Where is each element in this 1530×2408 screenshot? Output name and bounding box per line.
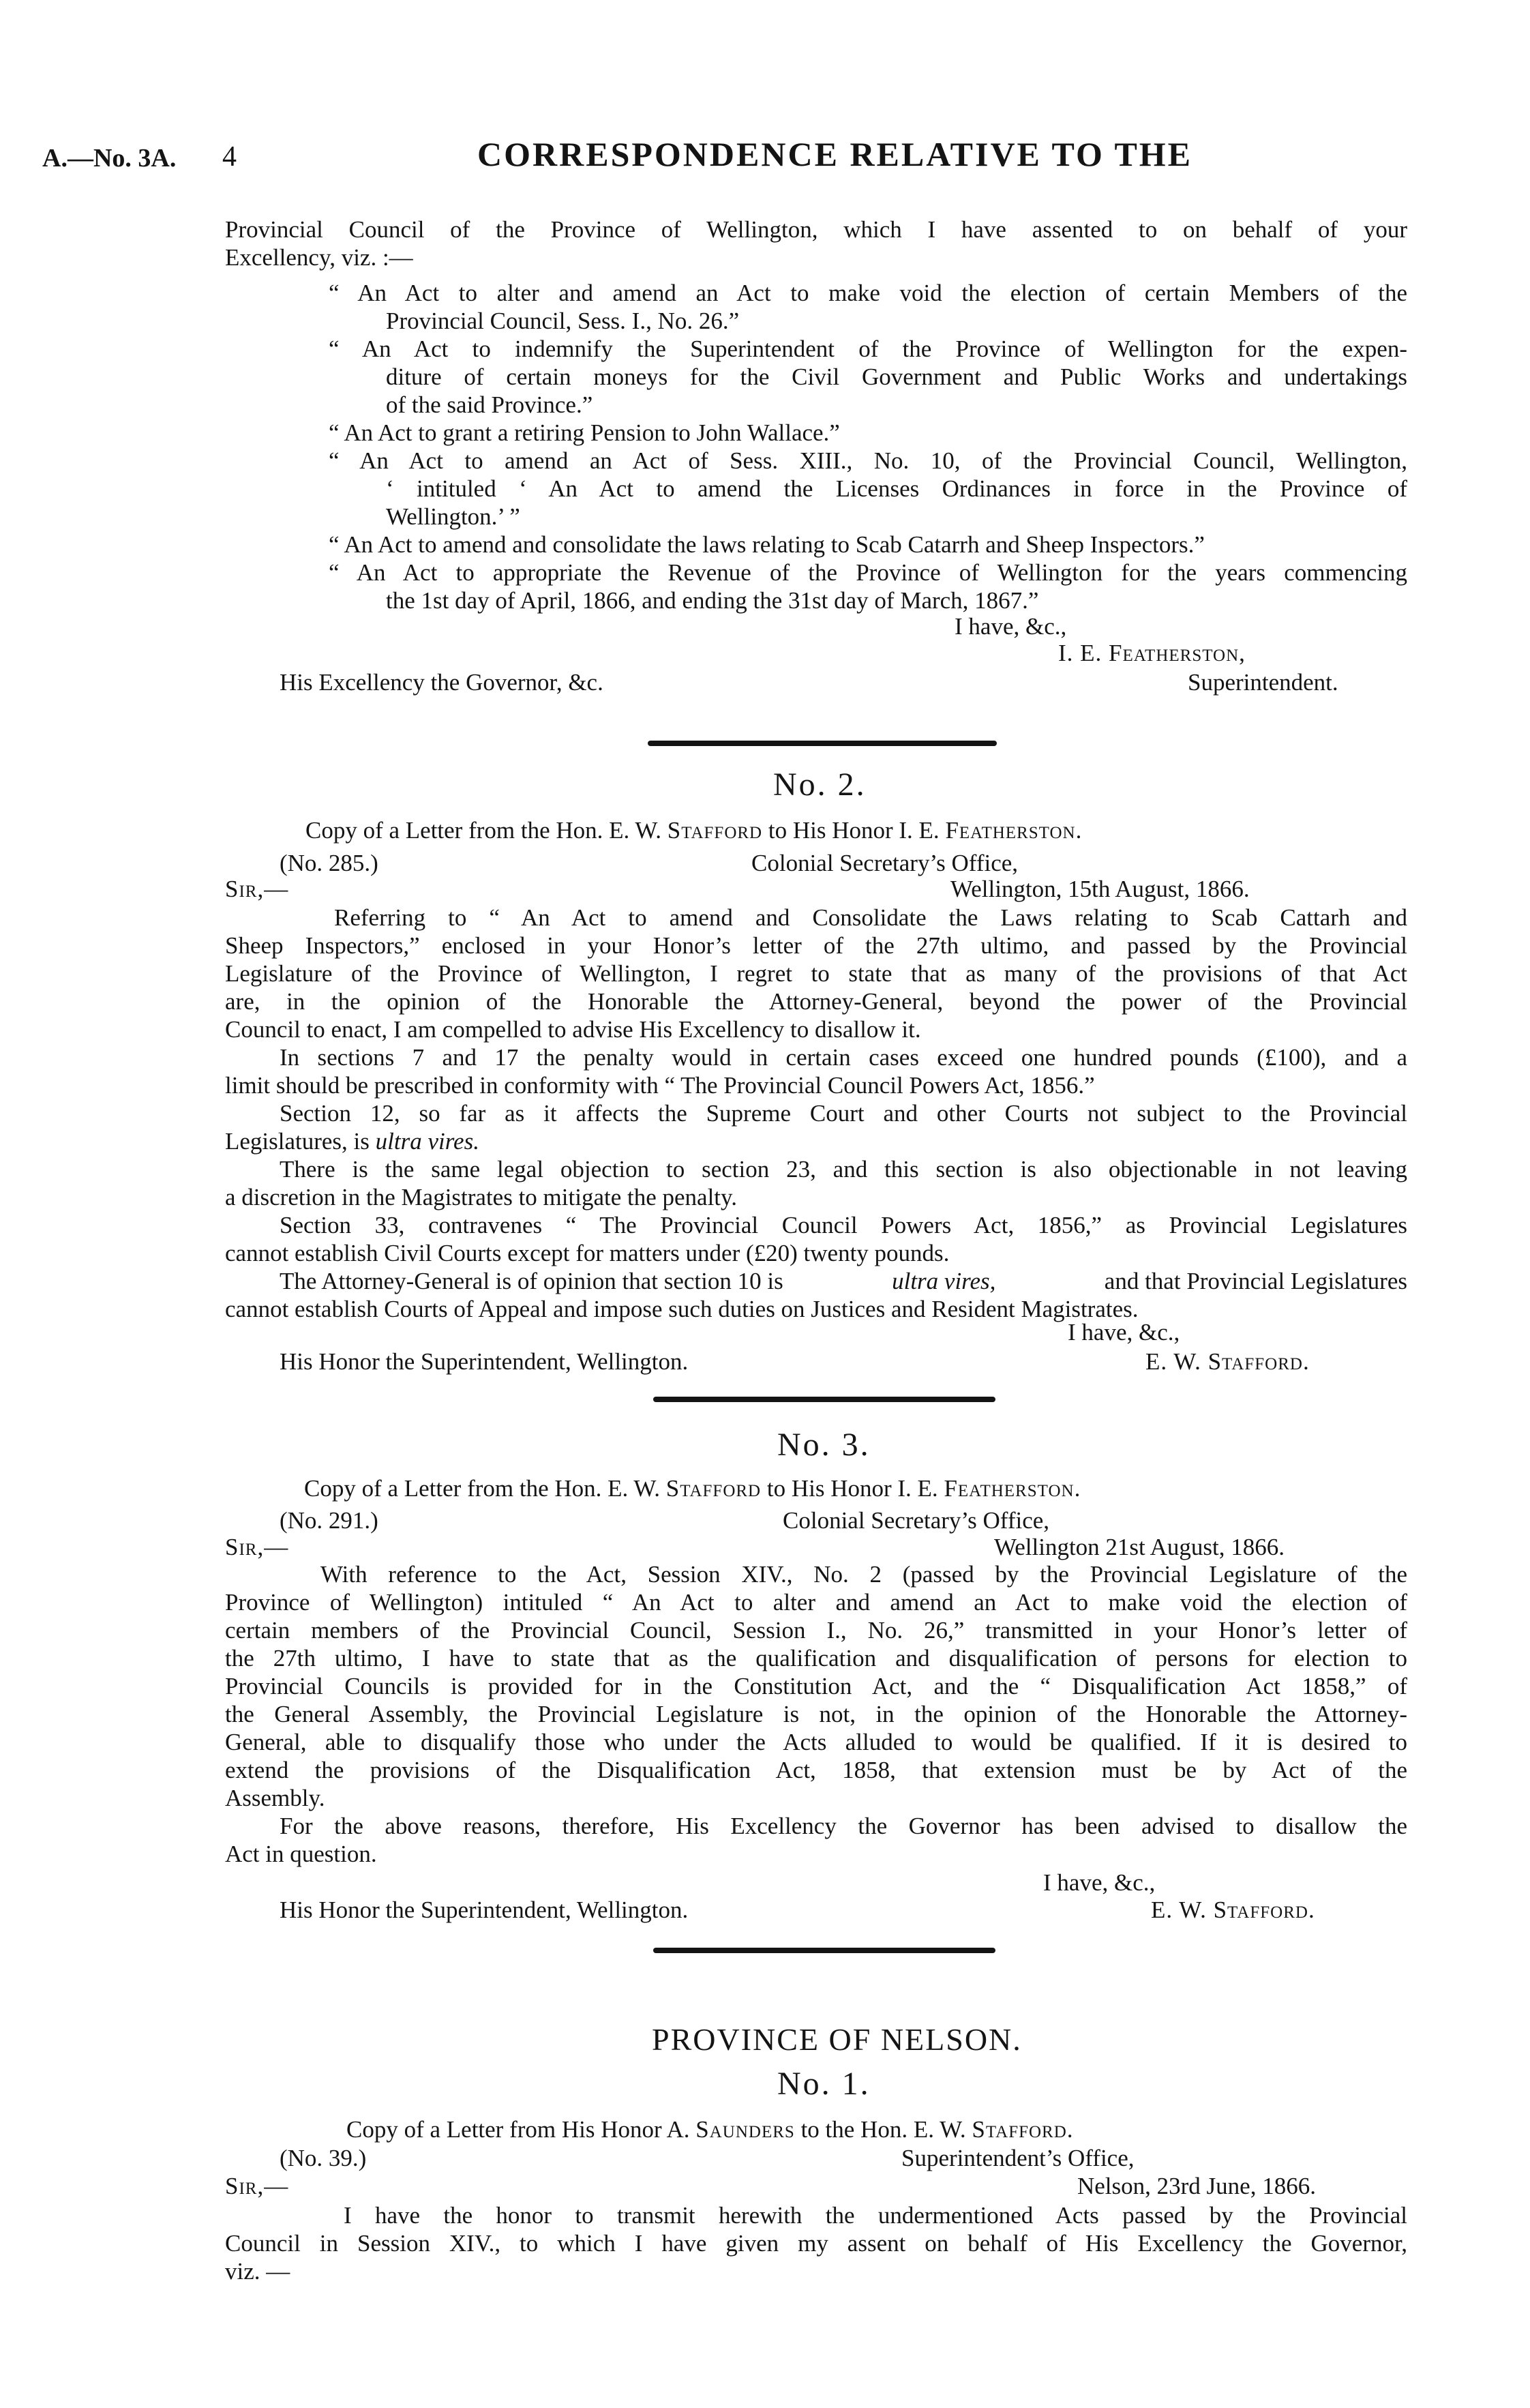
act-item: “ An Act to grant a retiring Pension to John Wallace.” <box>329 419 840 446</box>
body-line: Council to enact, I am compelled to advise His Excellency to disallow it. <box>225 1016 921 1043</box>
letter-heading: No. 1. <box>777 2066 871 2102</box>
body-line: extend the provisions of the Disqualification Act, 1858, that extension must be by Act of the <box>225 1757 1407 1783</box>
place-date: Wellington 21st August, 1866. <box>994 1534 1285 1560</box>
addressee: His Honor the Superintendent, Wellington. <box>280 1897 689 1923</box>
place-date: Wellington, 15th August, 1866. <box>950 876 1250 902</box>
body-line: Sheep Inspectors,” enclosed in your Honor’s letter of the 27th ultimo, and passed by the Provincial <box>225 932 1407 959</box>
body-line: For the above reasons, therefore, His Excellency the Governor has been advised to disallow the <box>280 1813 1407 1839</box>
body-line: a discretion in the Magistrates to mitigate the penalty. <box>225 1184 737 1210</box>
body-line: The Attorney-General is of opinion that section 10 is ultra vires, and that Provincial Legislatures <box>280 1268 1407 1294</box>
intro-line: Provincial Council of the Province of Wellington, which I have assented to on behalf of your <box>225 216 1407 243</box>
act-item: “ An Act to alter and amend an Act to make void the election of certain Members of the <box>329 280 1407 306</box>
body-line: I have the honor to transmit herewith the undermentioned Acts passed by the Provincial <box>344 2202 1407 2229</box>
closing: I have, &c., <box>955 613 1067 640</box>
act-item: of the said Province.” <box>386 391 593 418</box>
body-line: cannot establish Courts of Appeal and impose such duties on Justices and Resident Magistrates. <box>225 1296 1139 1322</box>
body-line: Assembly. <box>225 1785 325 1811</box>
act-item: Provincial Council, Sess. I., No. 26.” <box>386 308 740 334</box>
act-item: diture of certain moneys for the Civil Government and Public Works and undertakings <box>386 363 1407 390</box>
letter-caption: Copy of a Letter from the Hon. E. W. Stafford to His Honor I. E. Featherston. <box>304 1475 1081 1502</box>
letter-number: (No. 291.) <box>280 1507 378 1534</box>
signer: E. W. Stafford. <box>1145 1348 1310 1375</box>
signer: E. W. Stafford. <box>1151 1897 1315 1923</box>
body-line: Province of Wellington) intituled “ An Act to alter and amend an Act to make void the election of <box>225 1589 1407 1616</box>
section-divider <box>648 741 997 746</box>
letter-number: (No. 285.) <box>280 850 378 876</box>
act-item: ‘ intituled ‘ An Act to amend the Licenses Ordinances in force in the Province of <box>386 475 1407 502</box>
document-reference: A.—No. 3A. <box>42 144 177 173</box>
body-line: General, able to disqualify those who under the Acts alluded to would be qualified. If it is desired to <box>225 1729 1407 1755</box>
body-line: certain members of the Provincial Council, Session I., No. 26,” transmitted in your Honor’s letter of <box>225 1617 1407 1644</box>
closing: I have, &c., <box>1068 1319 1180 1346</box>
body-line: With reference to the Act, Session XIV., No. 2 (passed by the Provincial Legislature of the <box>320 1561 1407 1588</box>
letter-number: (No. 39.) <box>280 2145 367 2171</box>
body-line: Act in question. <box>225 1841 377 1867</box>
act-item: the 1st day of April, 1866, and ending the 31st day of March, 1867.” <box>386 587 1039 614</box>
closing: I have, &c., <box>1043 1869 1156 1896</box>
act-item: “ An Act to indemnify the Superintendent of the Province of Wellington for the expen- <box>329 336 1407 362</box>
section-divider <box>653 1397 995 1402</box>
body-line: the General Assembly, the Provincial Legislature is not, in the opinion of the Honorable the Attorney- <box>225 1701 1407 1727</box>
province-heading: PROVINCE OF NELSON. <box>652 2022 1022 2057</box>
signer: I. E. Featherston, <box>1058 640 1246 666</box>
page-number: 4 <box>222 141 237 173</box>
body-line: Legislature of the Province of Wellington, I regret to state that as many of the provisions of that Act <box>225 960 1407 987</box>
section-divider <box>653 1948 995 1953</box>
salutation: Sir,— <box>225 2173 289 2199</box>
body-line: In sections 7 and 17 the penalty would in certain cases exceed one hundred pounds (£100), and a <box>280 1044 1407 1071</box>
addressee: His Excellency the Governor, &c. <box>280 669 603 696</box>
act-item: “ An Act to amend an Act of Sess. XIII., No. 10, of the Provincial Council, Wellington, <box>329 447 1407 474</box>
page-title: CORRESPONDENCE RELATIVE TO THE <box>477 135 1193 173</box>
act-item: “ An Act to appropriate the Revenue of the Province of Wellington for the years commencing <box>329 559 1407 586</box>
body-line: Provincial Councils is provided for in the Constitution Act, and the “ Disqualification Act 1858,” of <box>225 1673 1407 1699</box>
office: Superintendent’s Office, <box>901 2145 1135 2171</box>
body-line: the 27th ultimo, I have to state that as the qualification and disqualification of persons for election to <box>225 1645 1407 1671</box>
body-line: Legislatures, is ultra vires. <box>225 1128 479 1155</box>
letter-heading: No. 2. <box>773 767 867 803</box>
addressee: His Honor the Superintendent, Wellington. <box>280 1348 689 1375</box>
intro-line: Excellency, viz. :— <box>225 244 413 271</box>
body-line: Referring to “ An Act to amend and Consolidate the Laws relating to Scab Cattarh and <box>334 904 1407 931</box>
letter-caption: Copy of a Letter from the Hon. E. W. Stafford to His Honor I. E. Featherston. <box>305 817 1082 844</box>
salutation: Sir,— <box>225 1534 289 1560</box>
body-line: are, in the opinion of the Honorable the Attorney-General, beyond the power of the Provincial <box>225 988 1407 1015</box>
salutation: Sir,— <box>225 876 289 902</box>
body-line: cannot establish Civil Courts except for matters under (£20) twenty pounds. <box>225 1240 950 1266</box>
act-item: “ An Act to amend and consolidate the laws relating to Scab Catarrh and Sheep Inspectors.” <box>329 531 1205 558</box>
body-line: Council in Session XIV., to which I have given my assent on behalf of His Excellency the Governor, <box>225 2230 1407 2257</box>
letter-heading: No. 3. <box>777 1427 871 1463</box>
body-line: limit should be prescribed in conformity with “ The Provincial Council Powers Act, 1856.” <box>225 1072 1095 1099</box>
body-line: There is the same legal objection to section 23, and this section is also objectionable in not leaving <box>280 1156 1407 1183</box>
office: Colonial Secretary’s Office, <box>783 1507 1050 1534</box>
act-item: Wellington.’ ” <box>386 503 520 530</box>
body-line: Section 33, contravenes “ The Provincial Council Powers Act, 1856,” as Provincial Legislatures <box>280 1212 1407 1238</box>
place-date: Nelson, 23rd June, 1866. <box>1077 2173 1316 2199</box>
office: Colonial Secretary’s Office, <box>751 850 1019 876</box>
body-line: viz. — <box>225 2258 290 2285</box>
signer-title: Superintendent. <box>1188 669 1338 696</box>
letter-caption: Copy of a Letter from His Honor A. Saunders to the Hon. E. W. Stafford. <box>346 2116 1073 2143</box>
body-line: Section 12, so far as it affects the Supreme Court and other Courts not subject to the Provincial <box>280 1100 1407 1127</box>
